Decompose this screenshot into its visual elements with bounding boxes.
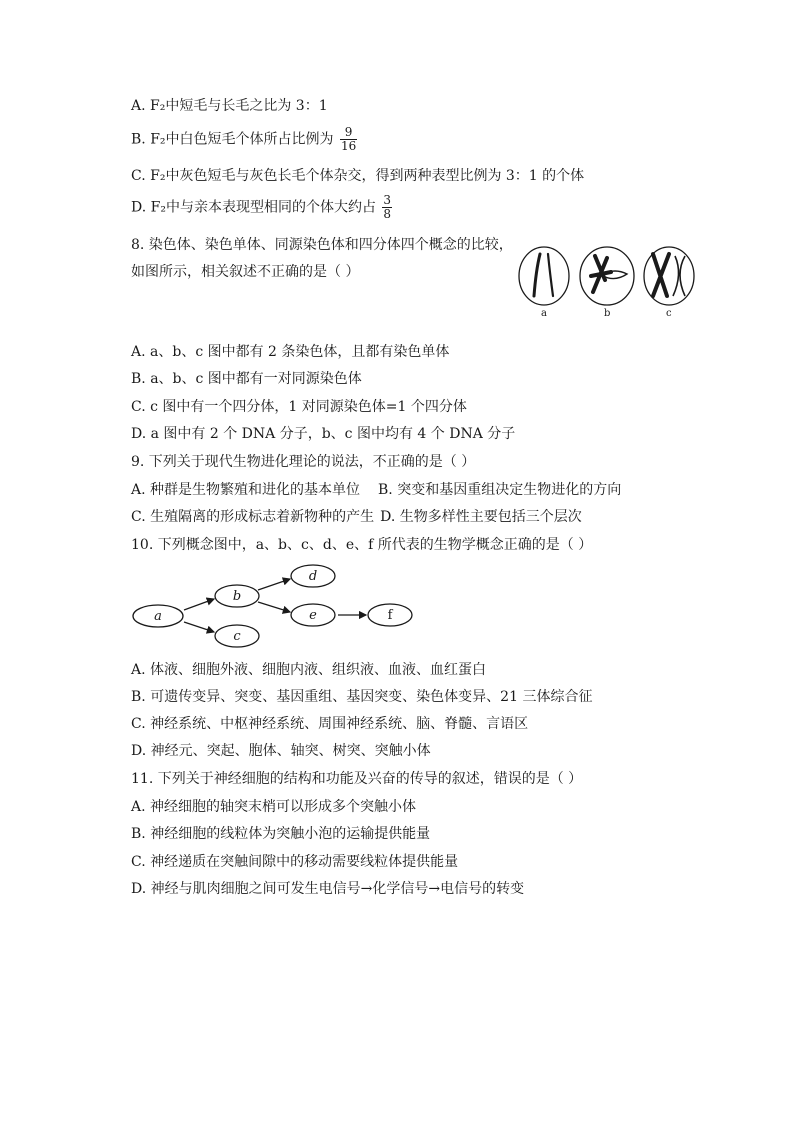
q9-option-d: D. 生物多样性主要包括三个层次 — [380, 509, 582, 525]
q11-option-c: C. 神经递质在突触间隙中的移动需要线粒体提供能量 — [131, 854, 459, 870]
q10-option-b: B. 可遗传变异、突变、基因重组、基因突变、染色体变异、21 三体综合征 — [131, 689, 593, 705]
node-label-b: b — [232, 589, 242, 604]
q7-option-b-text: B. F₂中白色短毛个体所占比例为 — [131, 131, 334, 148]
q10-stem: 10. 下列概念图中，a、b、c、d、e、f 所代表的生物学概念正确的是（ ） — [131, 537, 593, 553]
cell-a — [519, 247, 569, 305]
figure-label-c: c — [666, 308, 672, 319]
edge-b-e — [258, 602, 290, 612]
fraction-numerator: 9 — [344, 125, 353, 139]
q7-option-d-text: D. F₂中与亲本表现型相同的个体大约占 — [131, 199, 376, 216]
q8-option-b: B. a、b、c 图中都有一对同源染色体 — [131, 371, 362, 387]
edge-a-c — [184, 622, 214, 632]
figure-label-b: b — [604, 308, 611, 319]
chromosome-a-left — [534, 254, 540, 296]
q11-stem: 11. 下列关于神经细胞的结构和功能及兴奋的传导的叙述，错误的是（ ） — [131, 771, 583, 787]
chromosome-figure — [515, 240, 700, 320]
q7-option-b — [131, 126, 357, 153]
q8-stem-line2: 如图所示，相关叙述不正确的是（ ） — [131, 264, 360, 280]
chromosome-b-dark — [591, 256, 611, 292]
q9-option-c: C. 生殖隔离的形成标志着新物种的产生 — [131, 509, 375, 525]
q7-option-d-fraction — [382, 194, 392, 221]
q7-option-c: C. F₂中灰色短毛与灰色长毛个体杂交，得到两种表型比例为 3：1 的个体 — [131, 168, 585, 184]
q9-options-row1 — [131, 481, 621, 499]
edge-a-b — [184, 599, 214, 610]
q11-option-b: B. 神经细胞的线粒体为突触小泡的运输提供能量 — [131, 826, 431, 842]
node-label-d: d — [308, 569, 318, 584]
edge-b-d — [258, 579, 290, 590]
q7-option-b-fraction — [340, 126, 357, 153]
q10-option-d: D. 神经元、突起、胞体、轴突、树突、突触小体 — [131, 743, 431, 759]
chromosome-c-dark — [653, 254, 669, 296]
q8-stem-line1: 8. 染色体、染色单体、同源染色体和四分体四个概念的比较， — [131, 237, 513, 253]
q11-option-d: D. 神经与肌肉细胞之间可发生电信号→化学信号→电信号的转变 — [131, 881, 525, 897]
chromosome-a-right — [548, 254, 553, 296]
q9-option-a: A. 种群是生物繁殖和进化的基本单位 — [131, 482, 361, 498]
q8-option-c: C. c 图中有一个四分体，1 对同源染色体=1 个四分体 — [131, 399, 467, 415]
node-label-c: c — [233, 629, 241, 644]
q9-options-row2 — [131, 508, 582, 526]
q7-option-d — [131, 194, 392, 221]
q8-option-a: A. a、b、c 图中都有 2 条染色体，且都有染色单体 — [131, 344, 450, 360]
node-label-a: a — [154, 609, 162, 624]
q8-option-d: D. a 图中有 2 个 DNA 分子，b、c 图中均有 4 个 DNA 分子 — [131, 426, 516, 442]
node-label-f: f — [387, 608, 393, 623]
fraction-numerator: 3 — [383, 193, 392, 207]
cell-b — [580, 247, 634, 305]
q7-option-a: A. F₂中短毛与长毛之比为 3：1 — [131, 98, 328, 114]
q10-option-c: C. 神经系统、中枢神经系统、周围神经系统、脑、脊髓、言语区 — [131, 716, 529, 732]
q11-option-a: A. 神经细胞的轴突末梢可以形成多个突触小体 — [131, 799, 417, 815]
fraction-denominator: 8 — [383, 207, 392, 221]
q9-option-b: B. 突变和基因重组决定生物进化的方向 — [378, 482, 622, 498]
node-label-e: e — [309, 608, 317, 623]
fraction-denominator: 16 — [340, 139, 357, 153]
q10-option-a: A. 体液、细胞外液、细胞内液、组织液、血液、血红蛋白 — [131, 662, 487, 678]
figure-label-a: a — [541, 308, 547, 319]
q9-stem: 9. 下列关于现代生物进化理论的说法，不正确的是（ ） — [131, 454, 476, 470]
chromosome-c-light — [673, 256, 685, 296]
concept-map — [130, 562, 420, 654]
